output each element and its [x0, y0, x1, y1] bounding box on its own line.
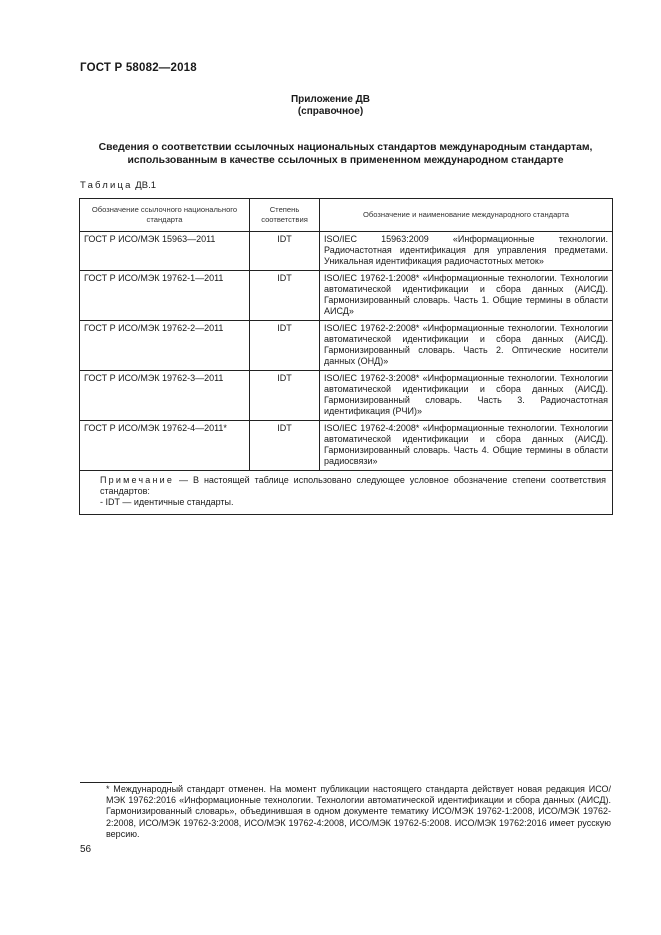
table-note — [80, 471, 613, 515]
international-standard-cell: ISO/IEC 19762-1:2008* «Информационные технологии. Технологии автоматической идентификации и сбора данных (АИСД). Гармонизированный словарь. Часть 1. Общие термины в области АИСД» — [320, 271, 613, 321]
national-standard-cell: ГОСТ Р ИСО/МЭК 15963—2011 — [80, 232, 250, 271]
table-label-number: ДВ.1 — [135, 180, 156, 191]
national-standard-cell: ГОСТ Р ИСО/МЭК 19762-3—2011 — [80, 371, 250, 421]
international-standard-cell: ISO/IEC 15963:2009 «Информационные технологии. Радиочастотная идентификация для управления предметами. Уникальная идентификация радиочастотных меток» — [320, 232, 613, 271]
degree-cell: IDT — [250, 321, 320, 371]
international-standard-cell: ISO/IEC 19762-3:2008* «Информационные технологии. Технологии автоматической идентификации и сбора данных (АИСД). Гармонизированный словарь. Часть 3. Радиочастотная идентификация (РЧИ)» — [320, 371, 613, 421]
header-international-standard: Обозначение и наименование международного стандарта — [320, 199, 613, 232]
footnote — [80, 784, 611, 840]
appendix-title: Приложение ДВ — [290, 94, 371, 105]
footnote-separator — [80, 782, 172, 783]
table-row — [80, 421, 613, 471]
appendix-subtitle: (справочное) — [297, 106, 364, 117]
table-row — [80, 232, 613, 271]
table-note-row — [80, 471, 613, 515]
degree-cell: IDT — [250, 421, 320, 471]
section-heading — [80, 141, 611, 167]
table-note-body: — В настоящей таблице использовано следующее условное обозначение степени соответствия стандартов: — [100, 475, 606, 496]
header-degree: Степень соответствия — [250, 199, 320, 232]
national-standard-cell: ГОСТ Р ИСО/МЭК 19762-2—2011 — [80, 321, 250, 371]
international-standard-cell: ISO/IEC 19762-4:2008* «Информационные технологии. Технологии автоматической идентификации и сбора данных (АИСД). Гармонизированный словарь. Часть 4. Общие термины в области радиосвязи» — [320, 421, 613, 471]
table-note-item: - IDT — идентичные стандарты. — [100, 497, 234, 507]
international-standard-cell: ISO/IEC 19762-2:2008* «Информационные технологии. Технологии автоматической идентификации и сбора данных (АИСД). Гармонизированный словарь. Часть 2. Оптические носители данных (ОНД)» — [320, 321, 613, 371]
section-heading-line-1: Сведения о соответствии ссылочных национальных стандартов международным стандартам, — [98, 142, 593, 153]
national-standard-cell: ГОСТ Р ИСО/МЭК 19762-1—2011 — [80, 271, 250, 321]
table-note-text — [86, 475, 606, 497]
correspondence-table — [79, 198, 613, 515]
table-header-row — [80, 199, 613, 232]
table-row — [80, 321, 613, 371]
degree-cell: IDT — [250, 271, 320, 321]
page-number: 56 — [80, 844, 92, 855]
table-label — [80, 180, 156, 191]
footnote-text: * Международный стандарт отменен. На момент публикации настоящего стандарта действует новая редакция ИСО/МЭК 19762:2016 «Информационные технологии. Технологии автоматической идентификации и сбора данных (АИСД). Гармонизированный словарь», объединившая в одном документе тематику ИСО/МЭК 19762-1:2008, ИСО/МЭК 19762-2:2008, ИСО/МЭК 19762-3:2008, ИСО/МЭК 19762-4:2008, ИСО/МЭК 19762-5:2008. ИСО/МЭК 19762:2016 имеет русскую версию. — [106, 784, 611, 839]
table-row — [80, 371, 613, 421]
national-standard-cell: ГОСТ Р ИСО/МЭК 19762-4—2011* — [80, 421, 250, 471]
document-code: ГОСТ Р 58082—2018 — [80, 62, 197, 74]
degree-cell: IDT — [250, 371, 320, 421]
degree-cell: IDT — [250, 232, 320, 271]
table-row — [80, 271, 613, 321]
table-note-label: Примечание — [100, 475, 175, 485]
table-label-word: Таблица — [80, 180, 133, 191]
section-heading-line-2: использованным в качестве ссылочных в примененном международном стандарте — [127, 155, 564, 166]
header-national-standard: Обозначение ссылочного национального стандарта — [80, 199, 250, 232]
